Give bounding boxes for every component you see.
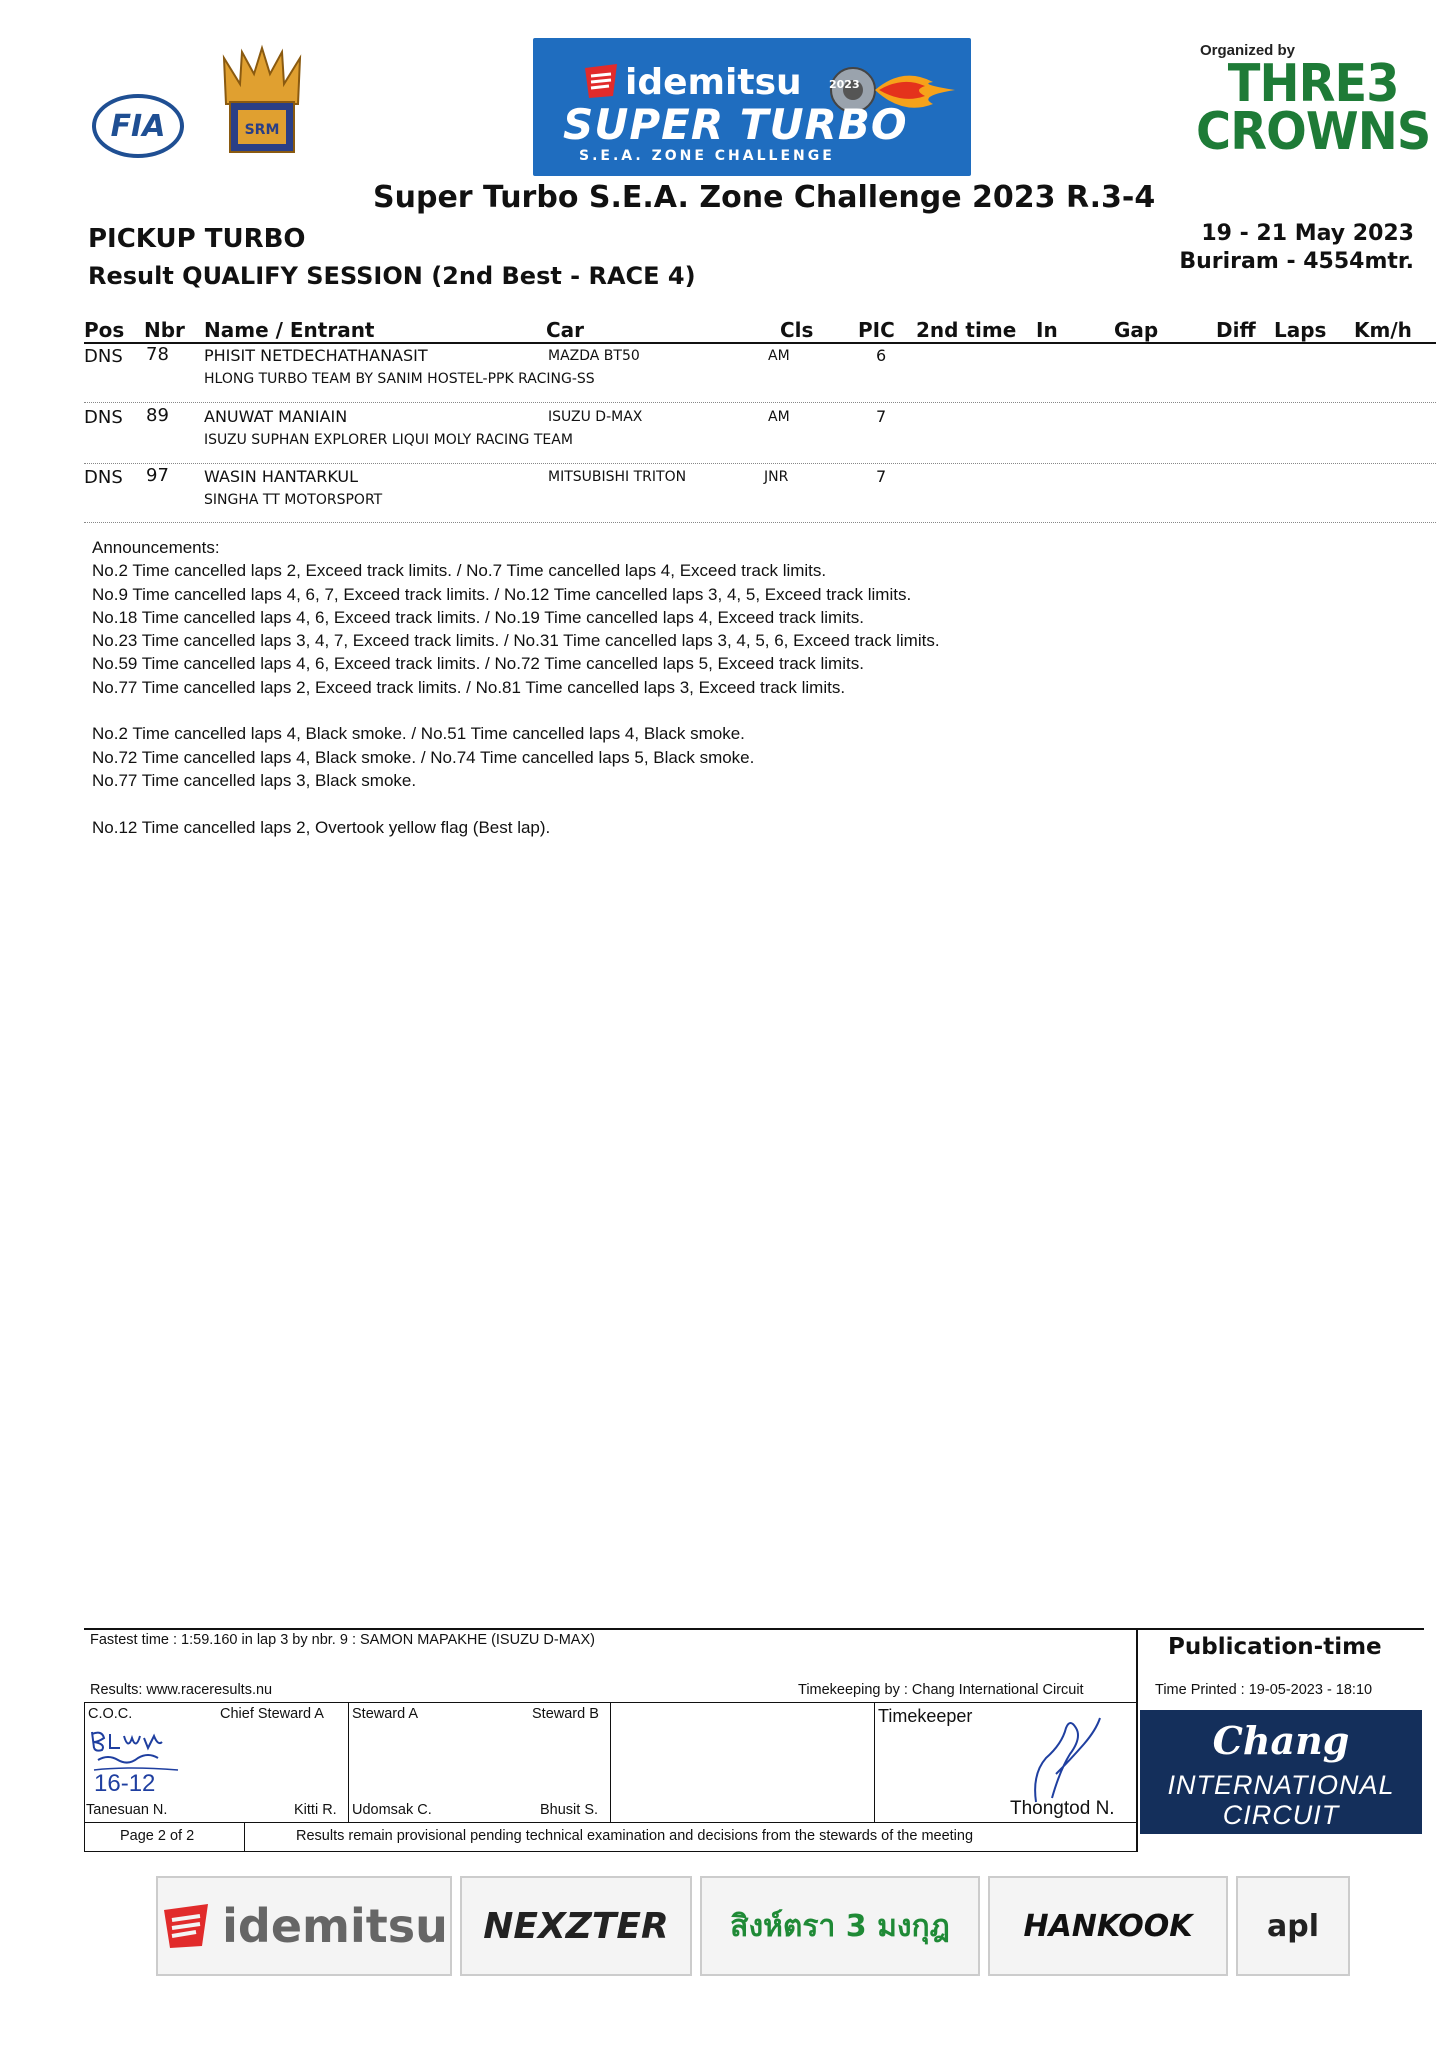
col-2nd-time: 2nd time — [916, 318, 1017, 342]
announcement-spacer — [92, 792, 940, 815]
col-kmh: Km/h — [1354, 318, 1412, 342]
event-info — [1110, 220, 1414, 276]
sponsor-apl-label: apl — [1266, 1908, 1319, 1944]
col-diff: Diff — [1216, 318, 1256, 342]
publication-time: Publication-time — [1168, 1634, 1382, 1660]
chief-steward-label: Chief Steward A — [220, 1706, 324, 1722]
col-cls: Cls — [780, 318, 814, 342]
announcement-line: No.59 Time cancelled laps 4, 6, Exceed track limits. / No.72 Time cancelled laps 5, Exceed track limits. — [92, 654, 864, 674]
row-2-entrant: ISUZU SUPHAN EXPLORER LIQUI MOLY RACING TEAM — [204, 432, 573, 448]
row-3-car: MITSUBISHI TRITON — [548, 469, 687, 485]
steward-b-label: Steward B — [532, 1706, 599, 1722]
coc-label: C.O.C. — [88, 1706, 133, 1722]
row-2-name: ANUWAT MANIAIN — [204, 407, 348, 426]
col-name-entrant: Name / Entrant — [204, 318, 375, 342]
row-3-pos: DNS — [84, 467, 123, 488]
announcement-line: No.12 Time cancelled laps 2, Overtook yellow flag (Best lap). — [92, 817, 551, 837]
banner-brand: idemitsu — [625, 62, 802, 103]
col-gap: Gap — [1114, 318, 1159, 342]
table-header-rule — [84, 342, 1436, 344]
signature-box-col — [610, 1702, 611, 1822]
coc-name: Tanesuan N. — [86, 1802, 168, 1818]
idemitsu-flag-icon — [160, 1902, 212, 1950]
three-crowns-line1: THRE3 — [1227, 54, 1399, 114]
signature-box-mid — [84, 1822, 1138, 1823]
page-number: Page 2 of 2 — [120, 1828, 195, 1844]
col-car: Car — [546, 318, 585, 342]
announcement-line: No.18 Time cancelled laps 4, 6, Exceed track limits. / No.19 Time cancelled laps 4, Exceed track limits. — [92, 607, 864, 627]
row-3-cls: JNR — [764, 469, 789, 485]
steward-a-name: Udomsak C. — [352, 1802, 432, 1818]
chief-steward-name: Kitti R. — [294, 1802, 337, 1818]
sponsor-three-crowns-thai — [700, 1876, 980, 1976]
announcements-heading: Announcements: — [92, 538, 220, 557]
row-1-nbr: 78 — [146, 344, 169, 365]
time-printed: Time Printed : 19-05-2023 - 18:10 — [1155, 1682, 1373, 1698]
banner-subtitle: S.E.A. ZONE CHALLENGE — [579, 148, 835, 164]
row-1-cls: AM — [768, 348, 790, 364]
footer-divider — [1136, 1628, 1138, 1852]
three-crowns-line2: CROWNS — [1196, 102, 1431, 162]
sponsor-idemitsu — [156, 1876, 452, 1976]
event-venue: Buriram - 4554mtr. — [1179, 249, 1414, 274]
idemitsu-super-turbo-banner — [533, 38, 971, 176]
fastest-time: Fastest time : 1:59.160 in lap 3 by nbr. 9 : SAMON MAPAKHE (ISUZU D-MAX) — [90, 1632, 595, 1648]
sponsor-idemitsu-label: idemitsu — [222, 1899, 448, 1953]
banner-title: SUPER TURBO — [563, 100, 908, 149]
row-1-pic: 6 — [876, 346, 887, 365]
timekeeper-label: Timekeeper — [878, 1706, 973, 1726]
banner-year: 2023 — [829, 78, 860, 91]
steward-b-name: Bhusit S. — [540, 1802, 599, 1818]
svg-text:SRM: SRM — [244, 122, 280, 138]
chang-circuit-logo — [1140, 1710, 1422, 1834]
row-3-pic: 7 — [876, 467, 887, 486]
event-title: Super Turbo S.E.A. Zone Challenge 2023 R.3-4 — [373, 180, 1156, 215]
sponsor-hankook-label: HANKOOK — [1023, 1908, 1193, 1944]
signature-box-col — [874, 1702, 875, 1822]
srm-crest-logo — [212, 44, 312, 160]
col-in: In — [1036, 318, 1058, 342]
sponsor-hankook — [988, 1876, 1228, 1976]
row-2-cls: AM — [768, 409, 790, 425]
col-nbr: Nbr — [144, 318, 185, 342]
handwritten-note: 16-12 — [94, 1770, 156, 1797]
session-title: Result QUALIFY SESSION (2nd Best - RACE 4) — [88, 262, 696, 290]
col-laps: Laps — [1274, 318, 1327, 342]
col-pos: Pos — [84, 318, 125, 342]
announcement-spacer — [92, 699, 940, 722]
row-1-entrant: HLONG TURBO TEAM BY SANIM HOSTEL-PPK RACING-SS — [204, 371, 595, 387]
timekeeper-name: Thongtod N. — [1010, 1798, 1115, 1819]
row-2-pic: 7 — [876, 407, 887, 426]
row-2-car: ISUZU D-MAX — [548, 409, 643, 425]
announcement-line: No.2 Time cancelled laps 4, Black smoke. / No.51 Time cancelled laps 4, Black smoke. — [92, 724, 745, 744]
sponsor-thai-label: สิงห์ตรา 3 มงกุฎ — [730, 1908, 950, 1944]
announcement-line: No.72 Time cancelled laps 4, Black smoke. / No.74 Time cancelled laps 5, Black smoke. — [92, 747, 755, 767]
event-dates: 19 - 21 May 2023 — [1201, 221, 1414, 246]
timekeeping-by: Timekeeping by : Chang International Circuit — [798, 1682, 1084, 1698]
sponsor-nexzter — [460, 1876, 692, 1976]
signature-box-bottom — [84, 1851, 1138, 1852]
announcement-line: No.77 Time cancelled laps 2, Exceed track limits. / No.81 Time cancelled laps 3, Exceed track limits. — [92, 677, 846, 697]
disclaimer: Results remain provisional pending technical examination and decisions from the stewards of the meeting — [296, 1828, 974, 1844]
row-3-nbr: 97 — [146, 465, 169, 486]
row-3-entrant: SINGHA TT MOTORSPORT — [204, 492, 383, 508]
announcement-line: No.2 Time cancelled laps 2, Exceed track limits. / No.7 Time cancelled laps 4, Exceed track limits. — [92, 561, 827, 581]
signature-box-left — [84, 1702, 85, 1852]
signature-box-col — [348, 1702, 349, 1822]
three-crowns-logo — [1196, 54, 1431, 162]
footer-top-rule — [84, 1628, 1424, 1630]
col-pic: PIC — [858, 318, 895, 342]
row-3-name: WASIN HANTARKUL — [204, 467, 359, 486]
announcement-line: No.77 Time cancelled laps 3, Black smoke. — [92, 770, 417, 790]
signature-box-col — [244, 1822, 245, 1852]
announcement-line: No.23 Time cancelled laps 3, 4, 7, Exceed track limits. / No.31 Time cancelled laps 3, 4, 5, 6, Exceed track limits. — [92, 631, 940, 651]
row-1-pos: DNS — [84, 346, 123, 367]
row-2-nbr: 89 — [146, 405, 169, 426]
row-1-name: PHISIT NETDECHATHANASIT — [204, 346, 428, 365]
steward-a-label: Steward A — [352, 1706, 419, 1722]
announcements — [92, 536, 940, 839]
timekeeper-signature — [1026, 1714, 1106, 1806]
announcement-line: No.9 Time cancelled laps 4, 6, 7, Exceed track limits. / No.12 Time cancelled laps 3, 4, 5, Exceed track limits. — [92, 584, 912, 604]
signature-box-top — [84, 1702, 1138, 1703]
sponsor-apl — [1236, 1876, 1350, 1976]
row-separator — [84, 522, 1436, 523]
fia-logo: FIA — [92, 94, 184, 158]
idemitsu-flag-icon — [581, 62, 621, 100]
sponsor-nexzter-label: NEXZTER — [483, 1905, 669, 1947]
row-1-car: MAZDA BT50 — [548, 348, 640, 364]
row-separator — [84, 463, 1436, 464]
row-separator — [84, 402, 1436, 403]
organized-by-label: Organized by — [1200, 42, 1296, 59]
results-url: Results: www.raceresults.nu — [90, 1682, 273, 1698]
chang-line3: CIRCUIT — [1222, 1800, 1340, 1830]
chang-line1: Chang — [1212, 1718, 1350, 1763]
row-2-pos: DNS — [84, 407, 123, 428]
chang-line2: INTERNATIONAL — [1167, 1770, 1395, 1800]
class-name: PICKUP TURBO — [88, 224, 306, 254]
